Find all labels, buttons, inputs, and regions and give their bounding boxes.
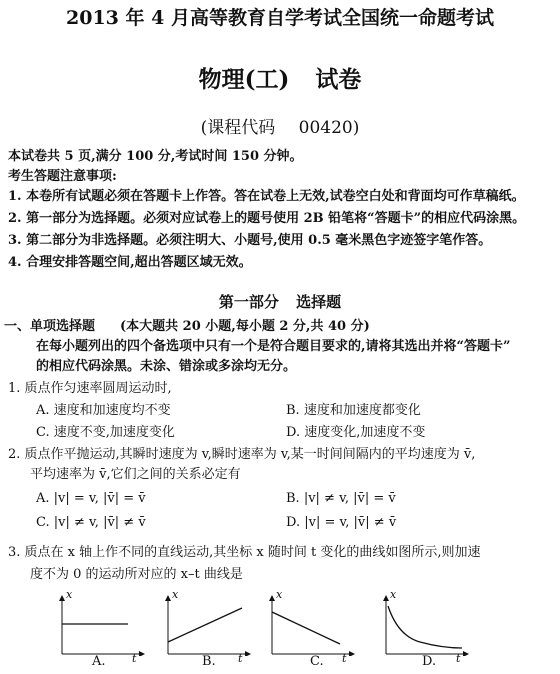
notice-item: 2. 第一部分为选择题。必须对应试卷上的题号使用 2B 铅笔将“答题卡”的相应代码涂黑。 <box>8 211 526 226</box>
notice-item: 4. 合理安排答题空间,超出答题区域无效。 <box>8 255 252 270</box>
section-note: (本大题共 20 小题,每小题 2 分,共 40 分) <box>120 319 370 334</box>
axis-t-label: t <box>342 652 347 665</box>
question-stem: 1. 质点作匀速率圆周运动时, <box>8 381 172 396</box>
question-stem: 度不为 0 的运动所对应的 x–t 曲线是 <box>30 567 243 582</box>
option-d: D. |v| = v, |v̄| ≠ v̄ <box>286 515 397 530</box>
question-stem: 2. 质点作平抛运动,其瞬时速度为 v,瞬时速率为 v,某一时间间隔内的平均速度为 v̄, <box>8 447 476 462</box>
option-b: B. |v| ≠ v, |v̄| = v̄ <box>286 491 396 506</box>
option-d: D. 速度变化,加速度不变 <box>286 425 426 440</box>
graph-b <box>162 594 252 656</box>
graph-b-label: B. <box>202 654 216 669</box>
axis-x-label: x <box>172 588 179 601</box>
option-c: C. 速度不变,加速度变化 <box>36 425 175 440</box>
exam-title: 2013 年 4 月高等教育自学考试全国统一命题考试 <box>66 7 494 29</box>
option-a: A. 速度和加速度均不变 <box>36 403 171 418</box>
option-b: B. 速度和加速度都变化 <box>286 403 421 418</box>
section-instruction: 在每小题列出的四个备选项中只有一个是符合题目要求的,请将其选出并将“答题卡” <box>36 339 511 354</box>
axis-x-label: x <box>276 588 283 601</box>
graph-a-label: A. <box>92 654 106 669</box>
axis-t-label: t <box>132 652 137 665</box>
graph-d-label: D. <box>422 654 437 669</box>
axis-x-label: x <box>390 588 397 601</box>
notice-item: 3. 第二部分为非选择题。必须注明大、小题号,使用 0.5 毫米黑色字迹签字笔作答。 <box>8 233 492 248</box>
section-instruction: 的相应代码涂黑。未涂、错涂或多涂均无分。 <box>36 359 297 374</box>
graph-c <box>266 594 356 656</box>
part-one-title: 第一部分 选择题 <box>218 293 342 311</box>
axis-x-label: x <box>66 588 73 601</box>
question-stem: 3. 质点在 x 轴上作不同的直线运动,其坐标 x 随时间 t 变化的曲线如图所示,则加速 <box>8 545 481 560</box>
section-heading: 一、单项选择题 <box>4 319 96 334</box>
axis-t-label: t <box>238 652 243 665</box>
option-c: C. |v| ≠ v, |v̄| ≠ v̄ <box>36 515 146 530</box>
notice-title: 考生答题注意事项: <box>8 169 117 184</box>
paper-title: 物理(工) 试卷 <box>198 66 362 93</box>
question-stem: 平均速率为 v̄,它们之间的关系必定有 <box>30 467 241 482</box>
course-code: (课程代码 00420) <box>200 118 360 138</box>
notice-item: 1. 本卷所有试题必须在答题卡上作答。答在试卷上无效,试卷空白处和背面均可作草稿纸。 <box>8 189 525 204</box>
option-a: A. |v| = v, |v̄| = v̄ <box>36 491 146 506</box>
graph-c-label: C. <box>310 654 324 669</box>
graph-a <box>56 594 146 656</box>
exam-summary: 本试卷共 5 页,满分 100 分,考试时间 150 分钟。 <box>8 149 303 164</box>
graph-d <box>380 594 470 656</box>
axis-t-label: t <box>456 652 461 665</box>
